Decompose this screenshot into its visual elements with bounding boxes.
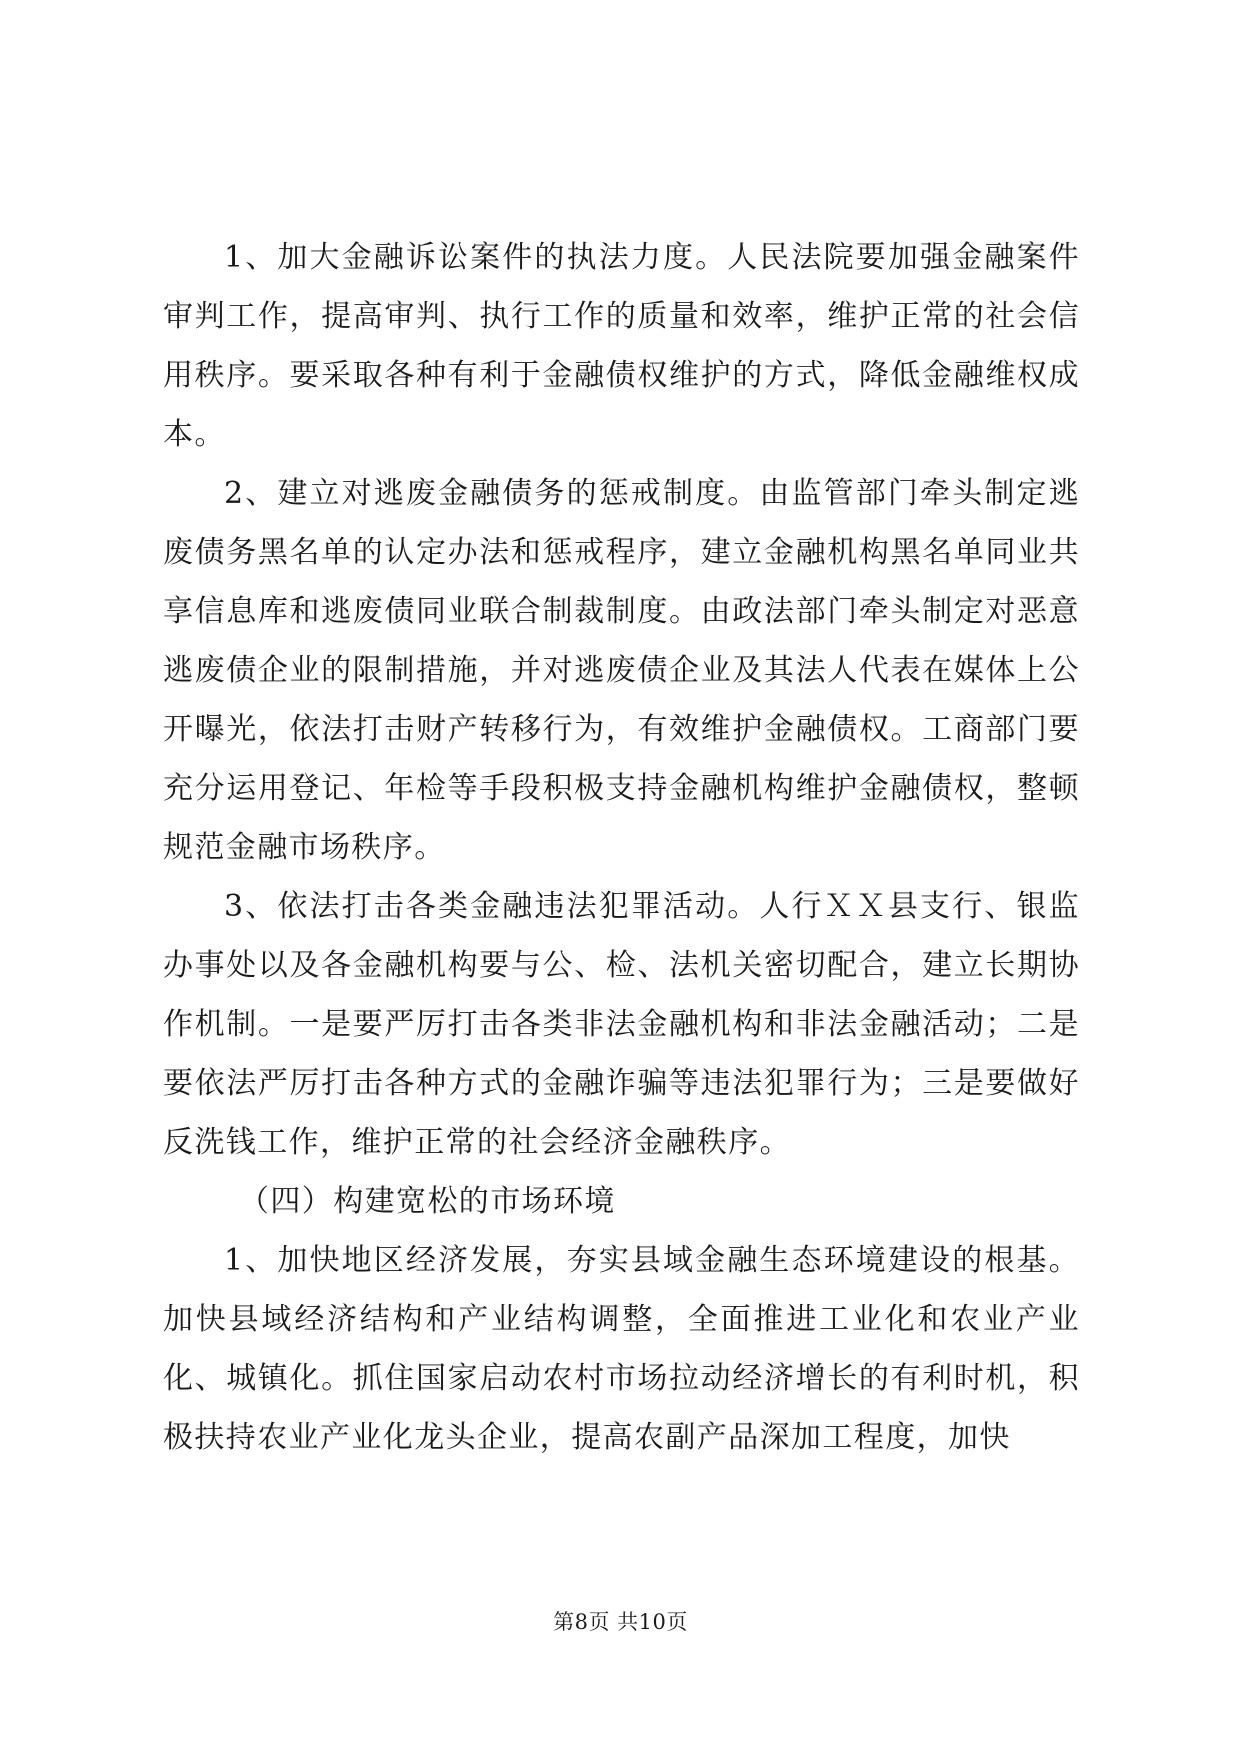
- document-body: [163, 228, 1080, 1467]
- paragraph-2: 2、建立对逃废金融债务的惩戒制度。由监管部门牵头制定逃废债务黑名单的认定办法和惩戒程序，建立金融机构黑名单同业共享信息库和逃废债同业联合制裁制度。由政法部门牵头制定对恶意逃废债企业的限制措施，并对逃废债企业及其法人代表在媒体上公开曝光，依法打击财产转移行为，有效维护金融债权。工商部门要充分运用登记、年检等手段积极支持金融机构维护金融债权，整顿规范金融市场秩序。: [163, 476, 1080, 865]
- page-number-footer: 第8页 共10页: [553, 1610, 688, 1634]
- paragraph-1: 1、加大金融诉讼案件的执法力度。人民法院要加强金融案件审判工作，提高审判、执行工作的质量和效率，维护正常的社会信用秩序。要采取各种有利于金融债权维护的方式，降低金融维权成本。: [163, 240, 1080, 452]
- section-heading: （四）构建宽松的市场环境: [239, 1184, 616, 1219]
- paragraph-4: 1、加快地区经济发展，夯实县域金融生态环境建设的根基。加快县域经济结构和产业结构调整，全面推进工业化和农业产业化、城镇化。抓住国家启动农村市场拉动经济增长的有利时机，积极扶持农业产业化龙头企业，提高农副产品深加工程度，加快: [163, 1243, 1080, 1455]
- paragraph-3: 3、依法打击各类金融违法犯罪活动。人行ＸＸ县支行、银监办事处以及各金融机构要与公、检、法机关密切配合，建立长期协作机制。一是要严厉打击各类非法金融机构和非法金融活动；二是要依法严厉打击各种方式的金融诈骗等违法犯罪行为；三是要做好反洗钱工作，维护正常的社会经济金融秩序。: [163, 889, 1080, 1160]
